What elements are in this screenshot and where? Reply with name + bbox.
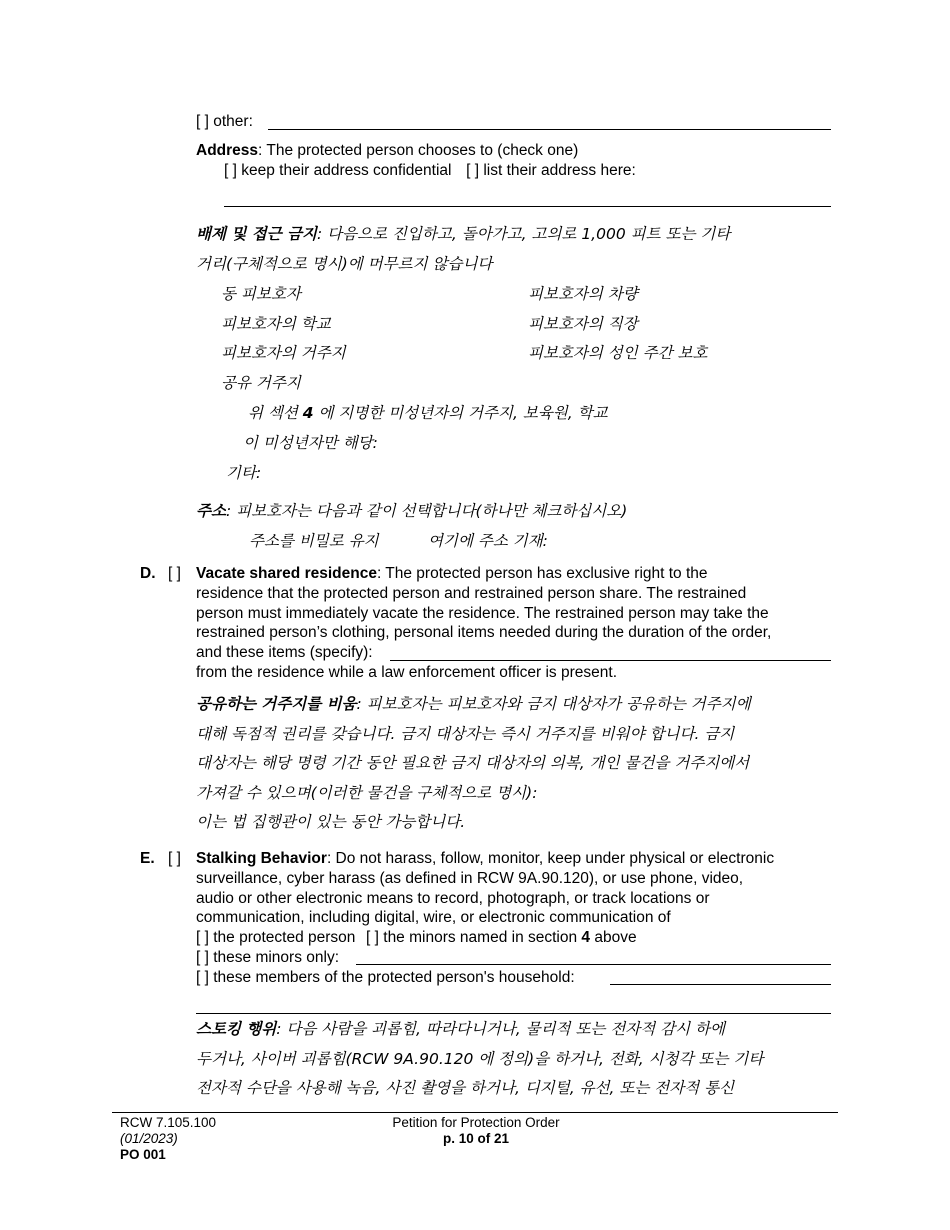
section-e-text: : Do not harass, follow, monitor, keep under physical or electronic [326, 850, 775, 867]
other-input-line[interactable] [268, 129, 831, 130]
exclusion-ko-minors-line2: 이 미성년자만 해당: [243, 434, 378, 452]
section-d-line: restrained person’s clothing, personal items needed during the duration of the order, [196, 624, 772, 642]
footer-date: (01/2023) [120, 1131, 178, 1146]
vacate-ko-text: : 피보호자는 피보호자와 금지 대상자가 공유하는 거주지에 [356, 695, 751, 713]
section-e-option-minors[interactable] [366, 929, 637, 946]
other-row [196, 112, 253, 132]
footer-statute: RCW 7.105.100 [120, 1115, 217, 1130]
exclusion-ko-other: 기타: [226, 464, 262, 482]
address-label: Address [196, 142, 259, 159]
vacate-ko-line: 대상자는 해당 명령 기간 동안 필요한 금지 대상자의 의복, 개인 물건을 거주지에서 [196, 754, 750, 773]
section-d-checkbox[interactable]: [ ] [168, 565, 181, 582]
exclusion-ko-item: 공유 거주지 [221, 374, 301, 392]
section-e-letter: E. [140, 850, 155, 867]
address-ko-option-2[interactable]: 여기에 주소 기재: [428, 532, 548, 550]
vacate-ko-line: 이는 법 집행관이 있는 동안 가능합니다. [196, 813, 466, 832]
opt2-suffix: above [590, 929, 637, 947]
section-d-line: from the residence while a law enforcement officer is present. [196, 663, 617, 681]
section-d-text: : The protected person has exclusive right to the [376, 565, 708, 582]
stalking-ko-body [196, 1015, 836, 1104]
address-ko-title: 주소 [196, 502, 226, 520]
vacate-ko-line: 가져갈 수 있으며(이러한 물건을 구체적으로 명시): [196, 783, 538, 802]
footer-form-number: PO 001 [120, 1147, 166, 1162]
section-d-body [196, 564, 836, 683]
stalking-ko-line: 두거나, 사이버 괴롭힘(RCW 9A.90.120 에 정의)을 하거나, 전화, 시청각 또는 기타 [196, 1049, 764, 1068]
exclusion-ko-item: 피보호자의 거주지 [221, 344, 346, 362]
section-e-options-row [196, 928, 846, 948]
section-e-line: audio or other electronic means to record, photograph, or track locations or [196, 889, 710, 907]
section-e-body [196, 849, 846, 988]
stalking-ko-line: 전자적 수단을 사용해 녹음, 사진 촬영을 하거나, 디지털, 유선, 또는 전자적 통신 [196, 1079, 735, 1098]
section-e-line: communication, including digital, wire, or electronic communication of [196, 909, 671, 927]
exclusion-ko-title: 배제 및 접근 금지 [196, 225, 318, 243]
section-d-line: person must immediately vacate the residence. The restrained person may take the [196, 604, 769, 622]
minors-only-input-line[interactable] [356, 964, 831, 965]
vacate-ko-title: 공유하는 거주지를 비움 [196, 695, 357, 713]
address-ko-heading [196, 499, 627, 521]
other-label: other: [213, 113, 253, 130]
section-d-letter: D. [140, 565, 156, 582]
exclusion-ko-line1 [196, 222, 730, 244]
section-e-line: surveillance, cyber harass (as defined in RCW 9A.90.120), or use phone, video, [196, 869, 744, 887]
vacate-ko-body [196, 690, 836, 838]
vacate-ko-line: 대해 독점적 권리를 갖습니다. 금지 대상자는 즉시 거주지를 비워야 합니다. 금지 [196, 724, 735, 743]
address-confidential-option[interactable]: [ ] keep their address confidential [224, 162, 452, 179]
opt2-prefix: [ ] the minors named in section [366, 929, 582, 947]
exclusion-ko-item: 피보호자의 차량 [528, 285, 638, 303]
section-d-line: and these items (specify): [196, 644, 373, 662]
section-d-line: residence that the protected person and restrained person share. The restrained [196, 584, 747, 602]
other-checkbox[interactable]: [ ] [196, 113, 209, 130]
footer-title: Petition for Protection Order [392, 1115, 560, 1130]
section-e-checkbox[interactable]: [ ] [168, 850, 181, 867]
section-d-line [196, 564, 836, 584]
address-heading [196, 141, 578, 161]
address-list-option[interactable]: [ ] list their address here: [466, 162, 636, 179]
section-d-title: Vacate shared residence [196, 565, 377, 582]
stalking-ko-title: 스토킹 행위 [196, 1020, 277, 1038]
address-ko-text: : 피보호자는 다음과 같이 선택합니다(하나만 체크하십시오) [225, 502, 628, 520]
footer-left [120, 1115, 216, 1163]
section-e-title: Stalking Behavior [196, 850, 327, 867]
vacate-ko-line [196, 690, 836, 720]
opt2-section: 4 [581, 929, 591, 947]
exclusion-ko-item: 피보호자의 학교 [221, 315, 331, 333]
exclusion-ko-text: : 다음으로 진입하고, 돌아가고, 고의로 1,000 피트 또는 기타 [317, 225, 731, 243]
section-e-option-protected[interactable]: [ ] the protected person [196, 929, 356, 947]
stalking-ko-line [196, 1015, 836, 1045]
exclusion-ko-item: 피보호자의 직장 [528, 315, 638, 333]
minors-section: 4 [302, 404, 314, 422]
exclusion-ko-minors [248, 401, 608, 423]
footer-center [376, 1115, 576, 1147]
minors-prefix: 위 섹션 [248, 404, 303, 422]
address-ko-option-1[interactable]: 주소를 비밀로 유지 [249, 532, 379, 550]
exclusion-ko-item: 피보호자의 성인 주간 보호 [528, 344, 708, 362]
minors-suffix: 에 지명한 미성년자의 거주지, 보육원, 학교 [313, 404, 608, 422]
household-input-line[interactable] [610, 984, 831, 985]
stalking-ko-text: : 다음 사람을 괴롭힘, 따라다니거나, 물리적 또는 전자적 감시 하에 [276, 1020, 725, 1038]
address-input-line[interactable] [224, 206, 831, 207]
address-text: : The protected person chooses to (check one) [258, 142, 579, 159]
exclusion-ko-line2: 거리(구체적으로 명시)에 머무르지 않습니다 [196, 255, 493, 273]
section-d-items-input-line[interactable] [390, 660, 831, 661]
section-e-line [196, 849, 846, 869]
footer-page: p. 10 of 21 [442, 1131, 510, 1146]
address-options [224, 161, 636, 181]
household-input-line-2[interactable] [196, 1013, 831, 1014]
exclusion-ko-item: 동 피보호자 [221, 285, 301, 303]
footer-rule [112, 1112, 838, 1113]
section-e-option-household[interactable]: [ ] these members of the protected person's household: [196, 968, 575, 986]
section-e-option-minors-only[interactable]: [ ] these minors only: [196, 948, 340, 966]
